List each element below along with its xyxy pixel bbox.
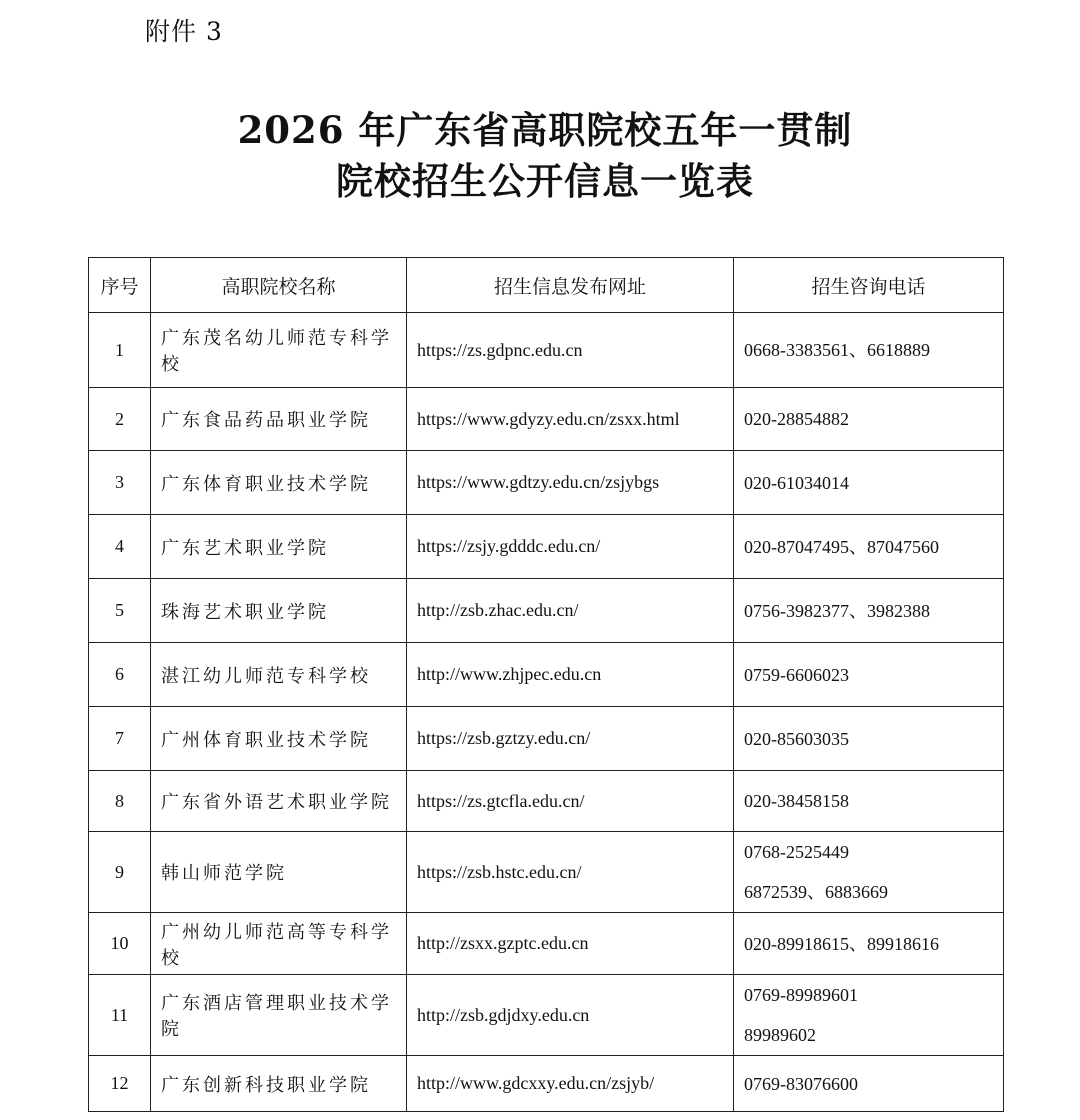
admissions-url: http://zsb.gdjdxy.edu.cn: [407, 975, 734, 1056]
table-row: [89, 1056, 1004, 1112]
phone-number: 6872539、6883669: [744, 882, 888, 902]
header-serial-number: 序号: [89, 258, 151, 313]
consult-phone: [734, 1056, 1004, 1112]
school-name: 珠海艺术职业学院: [151, 579, 407, 643]
table-row: [89, 515, 1004, 579]
consult-phone: [734, 643, 1004, 707]
admissions-url: https://zs.gtcfla.edu.cn/: [407, 771, 734, 832]
header-school-name: 高职院校名称: [151, 258, 407, 313]
school-name: 广州体育职业技术学院: [151, 707, 407, 771]
phone-number: 0756-3982377、3982388: [744, 600, 930, 621]
row-serial-number: 6: [89, 643, 151, 707]
table-row: [89, 388, 1004, 451]
school-name: 广东食品药品职业学院: [151, 388, 407, 451]
consult-phone: [734, 707, 1004, 771]
row-serial-number: 10: [89, 913, 151, 975]
phone-number: 0769-83076600: [744, 1073, 858, 1094]
admissions-url: http://zsb.zhac.edu.cn/: [407, 579, 734, 643]
phone-number: 020-61034014: [744, 472, 849, 493]
admissions-url: https://zsb.hstc.edu.cn/: [407, 832, 734, 913]
consult-phone: [734, 579, 1004, 643]
phone-number: 020-85603035: [744, 728, 849, 749]
school-name: 广东体育职业技术学院: [151, 451, 407, 515]
admissions-url: https://zsb.gztzy.edu.cn/: [407, 707, 734, 771]
phone-number: 0768-2525449: [744, 842, 849, 862]
table-row: [89, 579, 1004, 643]
consult-phone: [734, 451, 1004, 515]
row-serial-number: 2: [89, 388, 151, 451]
table-header-row: [89, 258, 1004, 313]
table-row: [89, 832, 1004, 913]
phone-number: 0769-89989601: [744, 985, 858, 1005]
phone-number: 0759-6606023: [744, 664, 849, 685]
school-name: 广东创新科技职业学院: [151, 1056, 407, 1112]
admissions-url: https://zsjy.gdddc.edu.cn/: [407, 515, 734, 579]
consult-phone: [734, 515, 1004, 579]
table-row: [89, 771, 1004, 832]
school-name: 广东艺术职业学院: [151, 515, 407, 579]
consult-phone: [734, 771, 1004, 832]
row-serial-number: 8: [89, 771, 151, 832]
school-name: 广东酒店管理职业技术学院: [151, 975, 407, 1056]
row-serial-number: 4: [89, 515, 151, 579]
attachment-label: 附件 3: [145, 17, 223, 46]
phone-number: 020-89918615、89918616: [744, 933, 939, 954]
phone-number: 0668-3383561、6618889: [744, 340, 930, 360]
school-name: 湛江幼儿师范专科学校: [151, 643, 407, 707]
phone-number: 020-28854882: [744, 409, 849, 429]
admissions-url: http://www.zhjpec.edu.cn: [407, 643, 734, 707]
admissions-url: http://zsxx.gzptc.edu.cn: [407, 913, 734, 975]
school-name: 广州幼儿师范高等专科学校: [151, 913, 407, 975]
school-name: 广东茂名幼儿师范专科学校: [151, 313, 407, 388]
document-title-line1: 2026 年广东省高职院校五年一贯制: [237, 108, 853, 152]
table-row: [89, 975, 1004, 1056]
consult-phone: [734, 313, 1004, 388]
row-serial-number: 3: [89, 451, 151, 515]
school-name: 韩山师范学院: [151, 832, 407, 913]
table-row: [89, 451, 1004, 515]
phone-number: 020-87047495、87047560: [744, 536, 939, 557]
row-serial-number: 5: [89, 579, 151, 643]
admissions-url: http://www.gdcxxy.edu.cn/zsjyb/: [407, 1056, 734, 1112]
admissions-url: https://www.gdyzy.edu.cn/zsxx.html: [407, 388, 734, 451]
phone-number: 89989602: [744, 1025, 816, 1045]
row-serial-number: 1: [89, 313, 151, 388]
consult-phone: [734, 832, 1004, 913]
table-row: [89, 313, 1004, 388]
consult-phone: [734, 975, 1004, 1056]
header-phone: 招生咨询电话: [734, 258, 1004, 313]
header-info-url: 招生信息发布网址: [407, 258, 734, 313]
row-serial-number: 11: [89, 975, 151, 1056]
table-row: [89, 913, 1004, 975]
admissions-url: https://www.gdtzy.edu.cn/zsjybgs: [407, 451, 734, 515]
admissions-table: [88, 257, 1004, 1112]
table-row: [89, 643, 1004, 707]
table-row: [89, 707, 1004, 771]
row-serial-number: 7: [89, 707, 151, 771]
consult-phone: [734, 913, 1004, 975]
document-title-line2: 院校招生公开信息一览表: [336, 159, 754, 203]
phone-number: 020-38458158: [744, 791, 849, 811]
row-serial-number: 12: [89, 1056, 151, 1112]
school-name: 广东省外语艺术职业学院: [151, 771, 407, 832]
admissions-url: https://zs.gdpnc.edu.cn: [407, 313, 734, 388]
row-serial-number: 9: [89, 832, 151, 913]
consult-phone: [734, 388, 1004, 451]
